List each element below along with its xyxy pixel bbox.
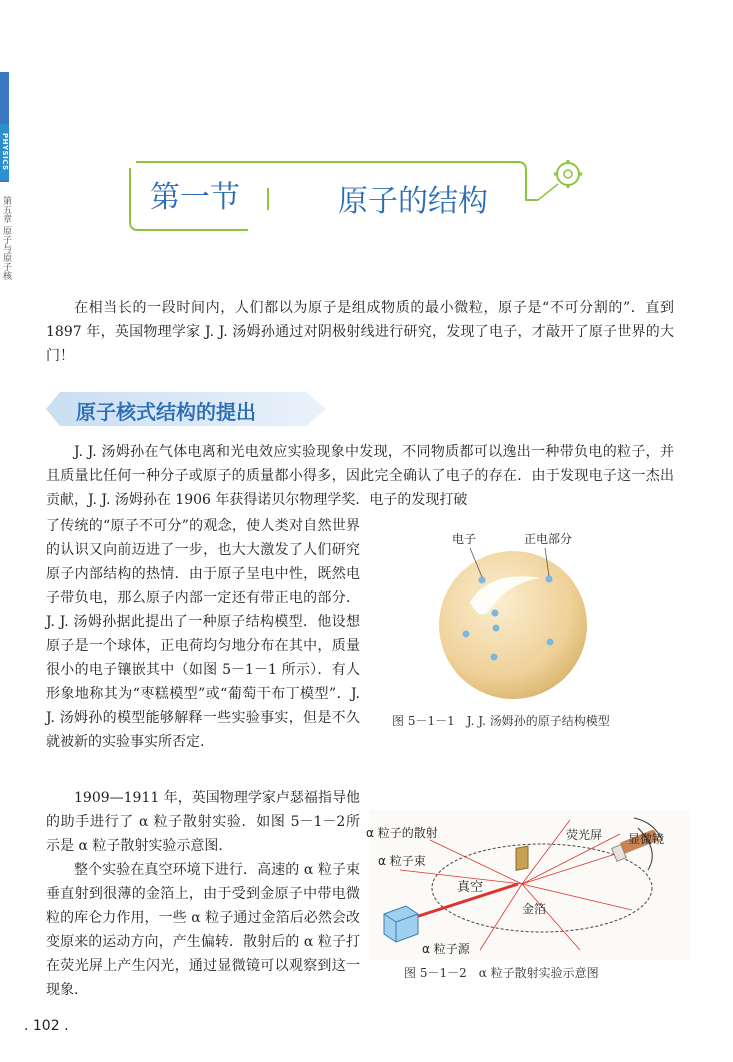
page-number: . 102 .	[24, 1018, 69, 1034]
chapter-label: 第五章 原子与原子核	[1, 196, 11, 280]
figure-2-caption: 图 5－1－2 α 粒子散射实验示意图	[404, 966, 599, 980]
intro-paragraph: 在相当长的一段时间内，人们都以为原子是组成物质的最小微粒，原子是“不可分割的”．直到 1897 年，英国物理学家 J. J. 汤姆孙通过对阴极射线进行研究，发现了电子，才敲开了原子世界的大门！	[46, 300, 674, 364]
electron-dot	[547, 639, 554, 646]
electron-dot	[491, 654, 498, 661]
electron-dot	[479, 577, 486, 584]
label-beam: α 粒子束	[378, 854, 426, 868]
paragraph-2: 1909—1911 年，英国物理学家卢瑟福指导他的助手进行了 α 粒子散射实验．如图 5－1－2所示是 α 粒子散射实验示意图.	[46, 790, 360, 854]
figure-1-caption: 图 5－1－1 J. J. 汤姆孙的原子结构模型	[392, 714, 610, 728]
thomson-model-figure	[410, 530, 620, 710]
paragraph-1: J. J. 汤姆孙在气体电离和光电效应实验现象中发现，不同物质都可以逸出一种带负电的粒子，并且质量比任何一种分子或原子的质量都小得多，因此完全确认了电子的存在．由于发现电子这一杰出贡献，J. J. 汤姆孙在 1906 年获得诺贝尔物理学奖．电子的发现打破	[46, 444, 674, 508]
label-source: α 粒子源	[422, 942, 470, 956]
subsection-title: 原子核式结构的提出	[76, 400, 256, 424]
atom-sphere	[439, 551, 587, 699]
label-positive: 正电部分	[524, 532, 573, 546]
label-scattering: α 粒子的散射	[366, 826, 438, 840]
label-screen: 荧光屏	[566, 828, 603, 842]
paragraph-1-cont: 了传统的“原子不可分”的观念，使人类对自然世界的认识又向前迈进了一步，也大大激发了人们研究原子内部结构的热情．由于原子呈电中性，既然电子带负电，那么原子内部一定还有带正电的部分．J. J. 汤姆孙据此提出了一种原子结构模型．他设想原子是一个球体，正电荷均匀地分布在其中，质量很小的电子镶嵌其中（如图 5－1－1 所示）．有人形象地称其为“枣糕模型”或“葡萄干布丁模型”．J. J. 汤姆孙的模型能够解释一些实验事实，但是不久就被新的实验事实所否定.	[46, 518, 360, 750]
electron-dot	[463, 631, 470, 638]
electron-dot	[493, 625, 500, 632]
electron-dot	[492, 610, 499, 617]
section-number: 第一节	[150, 180, 240, 215]
label-electron: 电子	[452, 532, 477, 546]
label-microscope: 显微镜	[628, 832, 665, 846]
label-foil: 金箔	[522, 902, 547, 916]
subject-label: PHYSICS	[0, 124, 9, 180]
gold-foil	[516, 846, 528, 870]
label-vacuum: 真空	[457, 880, 484, 895]
section-title: 原子的结构	[338, 184, 488, 219]
paragraph-3: 整个实验在真空环境下进行．高速的 α 粒子束垂直射到很薄的金箔上，由于受到金原子中带电微粒的库仑力作用，一些 α 粒子通过金箔后必然会改变原来的运动方向，产生偏转．散射后的 α 粒子打在荧光屏上产生闪光，通过显微镜可以观察到这一现象.	[46, 862, 360, 998]
electron-dot	[546, 576, 553, 583]
